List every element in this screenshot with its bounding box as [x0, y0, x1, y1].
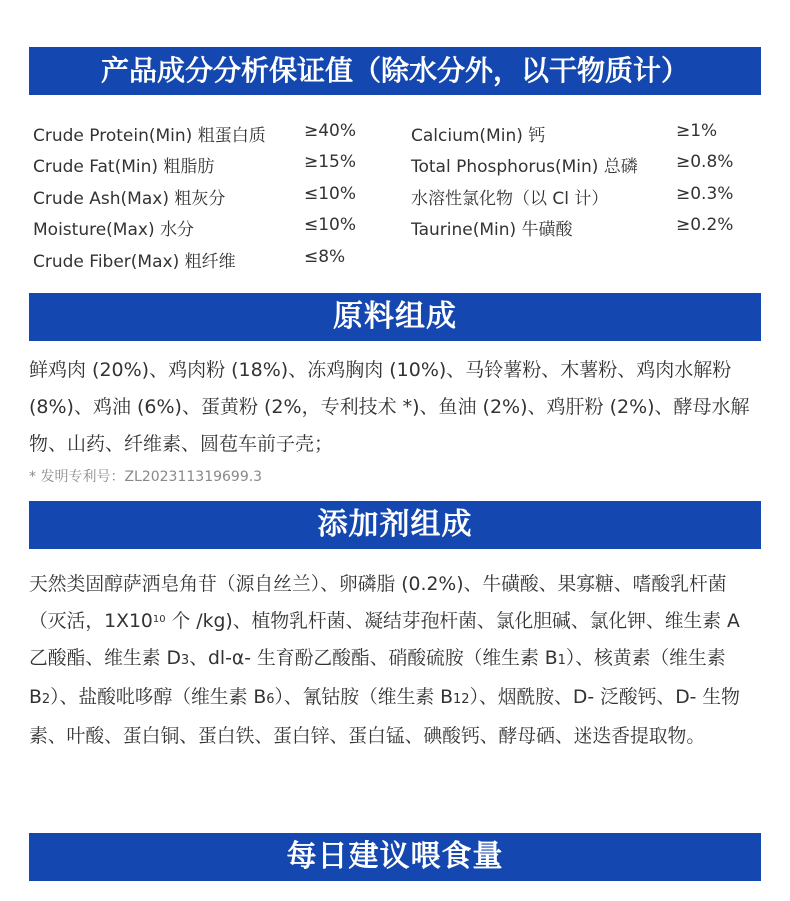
subscript-d3: 3: [180, 653, 190, 668]
analysis-left-value-2: ≤10%: [304, 184, 357, 204]
analysis-right-name-0: Calcium(Min) 钙: [411, 126, 546, 146]
subscript-b6: 6: [266, 692, 275, 707]
additives-text-part4: ）、核黄素（维生素 B: [29, 648, 726, 708]
feeding-header: 每日建议喂食量: [29, 833, 761, 881]
additives-text-part6: ）、氰钴胺（维生素 B: [274, 687, 454, 708]
additives-text: [29, 566, 764, 755]
analysis-left-value-3: ≤10%: [304, 215, 357, 235]
analysis-left-name-3: Moisture(Max) 水分: [33, 220, 194, 240]
analysis-left-name-4: Crude Fiber(Max) 粗纤维: [33, 252, 236, 272]
analysis-left-name-2: Crude Ash(Max) 粗灰分: [33, 189, 226, 209]
analysis-right-name-3: Taurine(Min) 牛磺酸: [411, 220, 573, 240]
analysis-right-name-1: Total Phosphorus(Min) 总磷: [411, 157, 638, 177]
subscript-b2: 2: [41, 692, 51, 707]
analysis-right-value-3: ≥0.2%: [676, 215, 734, 235]
additives-header: 添加剂组成: [29, 501, 761, 549]
analysis-right-value-2: ≥0.3%: [676, 184, 734, 204]
analysis-right-value-0: ≥1%: [676, 121, 718, 141]
ingredients-text: 鲜鸡肉 (20%)、鸡肉粉 (18%)、冻鸡胸肉 (10%)、马铃薯粉、木薯粉、鸡肉水解粉 (8%)、鸡油 (6%)、蛋黄粉 (2%，专利技术 *)、鱼油 (2%)、鸡肝粉 (2%)、酵母水解物、山药、纤维素、圆苞车前子壳；: [29, 359, 750, 455]
analysis-left-name-0: Crude Protein(Min) 粗蛋白质: [33, 126, 266, 146]
analysis-header: 产品成分分析保证值（除水分外，以干物质计）: [29, 47, 761, 95]
analysis-left-value-0: ≥40%: [304, 121, 357, 141]
subscript-b1: 1: [557, 653, 566, 668]
analysis-right-name-2: 水溶性氯化物（以 Cl 计）: [411, 189, 609, 209]
analysis-left-name-1: Crude Fat(Min) 粗脂肪: [33, 157, 215, 177]
additives-text-part5: ）、盐酸吡哆醇（维生素 B: [50, 687, 267, 708]
ingredients-header: 原料组成: [29, 293, 761, 341]
additives-text-part2: 个 /kg)、植物乳杆菌、凝结芽孢杆菌、氯化胆碱、氯化钾、维生素 A 乙酸酯、维生素 D: [29, 611, 740, 669]
patent-note: * 发明专利号：ZL202311319699.3: [29, 469, 263, 485]
additives-text-part7: ）、烟酰胺、D- 泛酸钙、D- 生物素、叶酸、蛋白铜、蛋白铁、蛋白锌、蛋白锰、碘酸钙、酵母硒、迷迭香提取物。: [29, 687, 740, 747]
additives-text-part1: 天然类固醇萨洒皂角苷（源自丝兰）、卵磷脂 (0.2%)、牛磺酸、果寡糖、嗜酸乳杆菌（灭活，1X10: [29, 574, 727, 632]
analysis-left-value-1: ≥15%: [304, 152, 357, 172]
additives-text-part3: 、dl-α- 生育酚乙酸酯、硝酸硫胺（维生素 B: [189, 648, 558, 669]
analysis-right-value-1: ≥0.8%: [676, 152, 734, 172]
analysis-left-value-4: ≤8%: [304, 247, 346, 267]
subscript-b12: 12: [453, 692, 470, 707]
exponent: 10: [152, 614, 166, 625]
